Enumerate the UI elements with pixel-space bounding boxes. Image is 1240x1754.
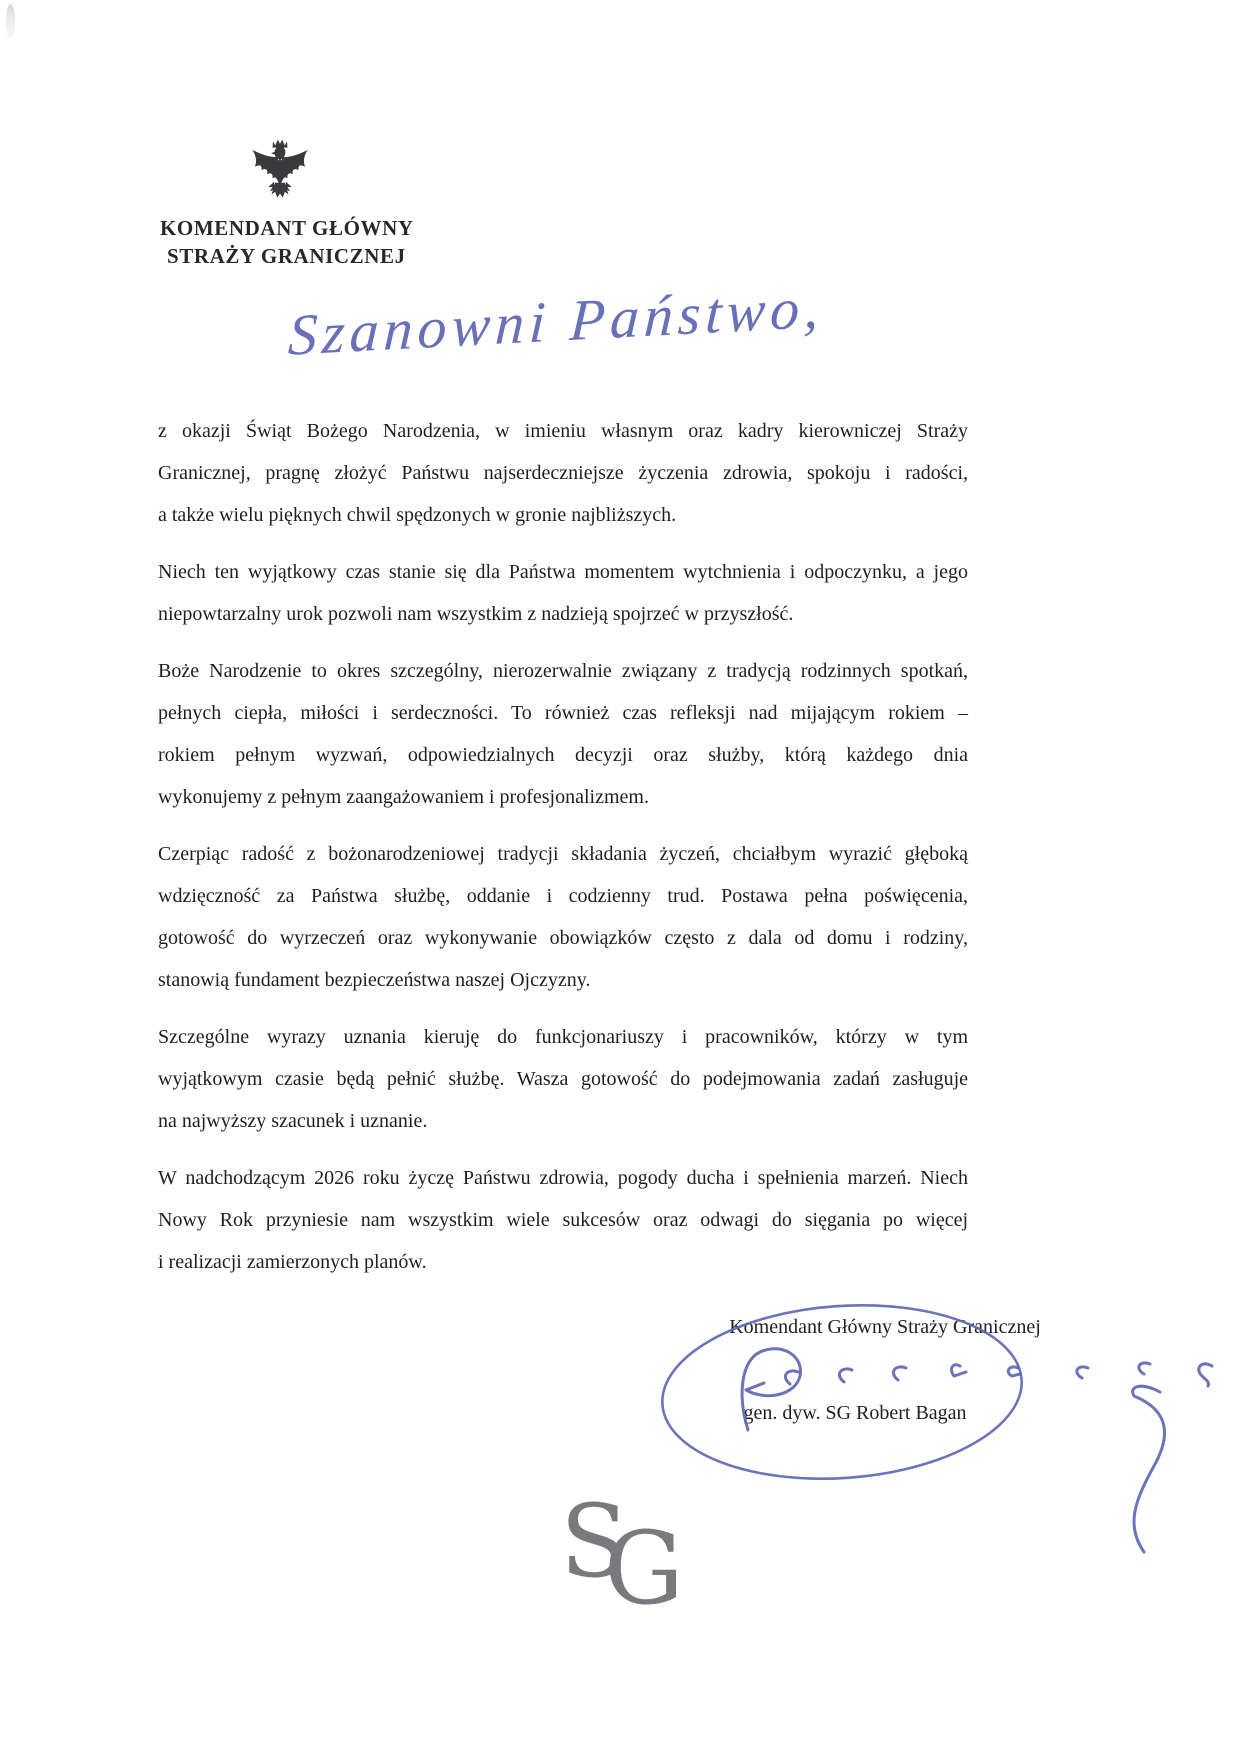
paragraph-line: Szczególne wyrazy uznania kieruję do funkcjonariuszy i pracowników, którzy w tym xyxy=(158,1026,968,1048)
paragraph-line: stanowią fundament bezpieczeństwa naszej Ojczyzny. xyxy=(158,969,591,991)
paragraph-line: Czerpiąc radość z bożonarodzeniowej tradycji składania życzeń, chciałbym wyrazić głęboką xyxy=(158,843,968,865)
paragraph xyxy=(158,1157,968,1283)
signature-name: gen. dyw. SG Robert Bagan xyxy=(743,1402,967,1424)
paragraph xyxy=(158,410,968,536)
paragraph-line: i realizacji zamierzonych planów. xyxy=(158,1251,427,1273)
paragraph-line: pełnych ciepła, miłości i serdeczności. To również czas refleksji nad mijającym rokiem – xyxy=(158,702,968,724)
paragraph-line: wyjątkowym czasie będą pełnić służbę. Wasza gotowość do podejmowania zadań zasługuje xyxy=(158,1068,968,1090)
paragraph-line: na najwyższy szacunek i uznanie. xyxy=(158,1110,428,1132)
paragraph-line: gotowość do wyrzeczeń oraz wykonywanie obowiązków często z dala od domu i rodziny, xyxy=(158,927,968,949)
paragraph xyxy=(158,650,968,818)
polish-eagle-icon xyxy=(248,134,312,206)
paragraph-line: z okazji Świąt Bożego Narodzenia, w imieniu własnym oraz kadry kierowniczej Straży xyxy=(158,420,968,442)
letterhead-title xyxy=(160,214,414,270)
paragraph-line: Niech ten wyjątkowy czas stanie się dla Państwa momentem wytchnienia i odpoczynku, a jego xyxy=(158,561,968,583)
paragraph xyxy=(158,1016,968,1142)
scan-artifact xyxy=(6,4,15,38)
sg-logo-icon xyxy=(560,1498,710,1628)
paragraph xyxy=(158,551,968,635)
paragraph-line: Nowy Rok przyniesie nam wszystkim wiele sukcesów oraz odwagi do sięgania po więcej xyxy=(158,1209,968,1231)
sg-logo-letter-s: S xyxy=(560,1498,629,1600)
paragraph xyxy=(158,833,968,1001)
letterhead-title-line2: STRAŻY GRANICZNEJ xyxy=(167,244,406,268)
paragraph-line: Granicznej, pragnę złożyć Państwu najserdeczniejsze życzenia zdrowia, spokoju i radości, xyxy=(158,462,968,484)
handwritten-signature-icon xyxy=(620,1280,1240,1580)
paragraph-line: W nadchodzącym 2026 roku życzę Państwu zdrowia, pogody ducha i spełnienia marzeń. Niech xyxy=(158,1167,968,1189)
paragraph-line: a także wielu pięknych chwil spędzonych w gronie najbliższych. xyxy=(158,504,677,526)
paragraph-line: rokiem pełnym wyzwań, odpowiedzialnych decyzji oraz służby, którą każdego dnia xyxy=(158,744,968,766)
letterhead-title-line1: KOMENDANT GŁÓWNY xyxy=(160,216,414,240)
sg-logo-letter-g: G xyxy=(604,1510,684,1627)
paragraph-line: Boże Narodzenie to okres szczególny, nierozerwalnie związany z tradycją rodzinnych spotkań, xyxy=(158,660,968,682)
signature-title: Komendant Główny Straży Granicznej xyxy=(729,1316,1041,1338)
paragraph-line: wykonujemy z pełnym zaangażowaniem i profesjonalizmem. xyxy=(158,786,649,808)
body-paragraphs xyxy=(158,410,968,1298)
paragraph-line: wdzięczność za Państwa służbę, oddanie i codzienny trud. Postawa pełna poświęcenia, xyxy=(158,885,968,907)
handwritten-salutation: Szanowni Państwo, xyxy=(286,274,826,368)
paragraph-line: niepowtarzalny urok pozwoli nam wszystkim z nadzieją spojrzeć w przyszłość. xyxy=(158,603,794,625)
